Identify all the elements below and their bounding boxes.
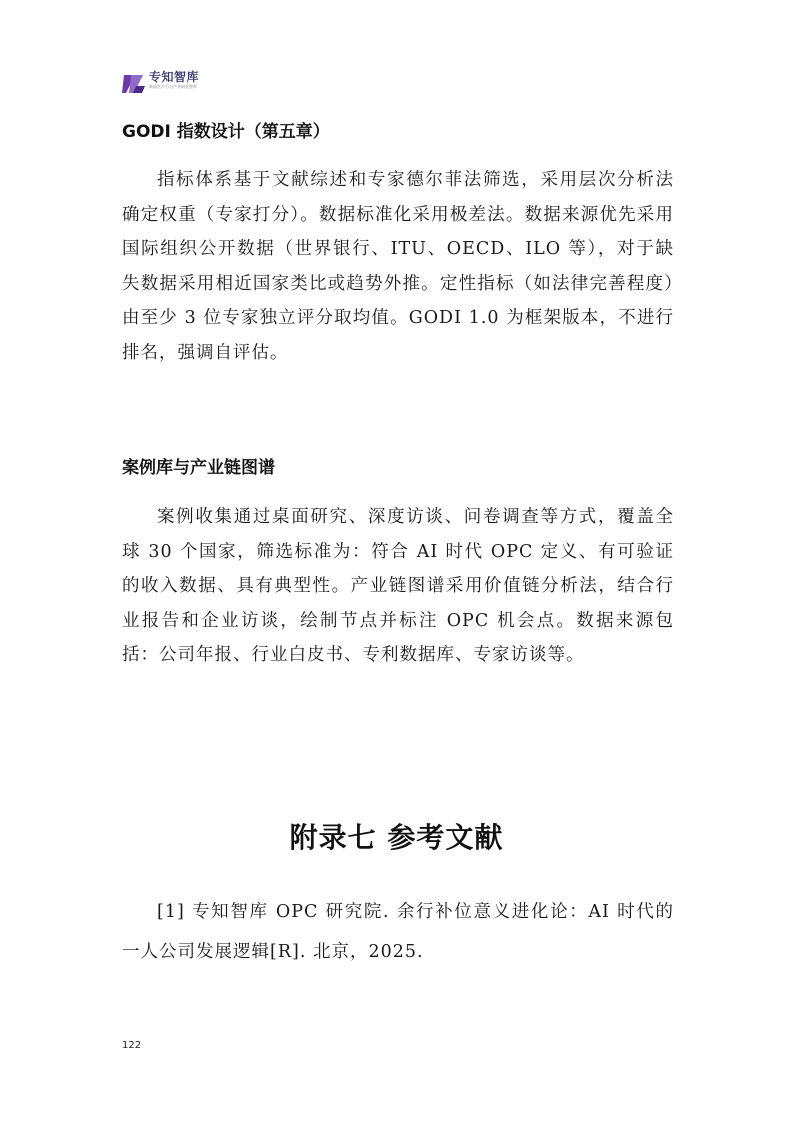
section-heading-godi: GODI 指数设计（第五章） — [122, 122, 330, 142]
appendix-title: 附录七 参考文献 — [289, 821, 504, 854]
logo-tagline: 新质生产力与产业研究智库 — [149, 84, 197, 89]
logo-name: 专知智库 — [149, 70, 200, 84]
logo — [122, 70, 199, 100]
section-paragraph-godi: 指标体系基于文献综述和专家德尔菲法筛选，采用层次分析法确定权重（专家打分）。数据标准化采用极差法。数据来源优先采用国际组织公开数据（世界银行、ITU、OECD、ILO 等），对于缺失数据采用相近国家类比或趋势外推。定性指标（如法律完善程度）由至少 3 位专家独立评分取均值。GODI 1.0 为框架版本，不进行排名，强调自评估。 — [122, 170, 674, 363]
section-paragraph-case-library: 案例收集通过桌面研究、深度访谈、问卷调查等方式，覆盖全球 30 个国家，筛选标准为：符合 AI 时代 OPC 定义、有可验证的收入数据、具有典型性。产业链图谱采用价值链分析法，结合行业报告和企业访谈，绘制节点并标注 OPC 机会点。数据来源包括：公司年报、行业白皮书、专利数据库、专家访谈等。 — [122, 507, 674, 665]
reference-item: [1] 专知智库 OPC 研究院. 余行补位意义进化论：AI 时代的一人公司发展逻辑[R]. 北京，2025. — [122, 902, 674, 962]
logo-mark-icon — [122, 72, 146, 96]
page-number: 122 — [122, 1040, 142, 1051]
section-heading-case-library: 案例库与产业链图谱 — [122, 458, 275, 478]
